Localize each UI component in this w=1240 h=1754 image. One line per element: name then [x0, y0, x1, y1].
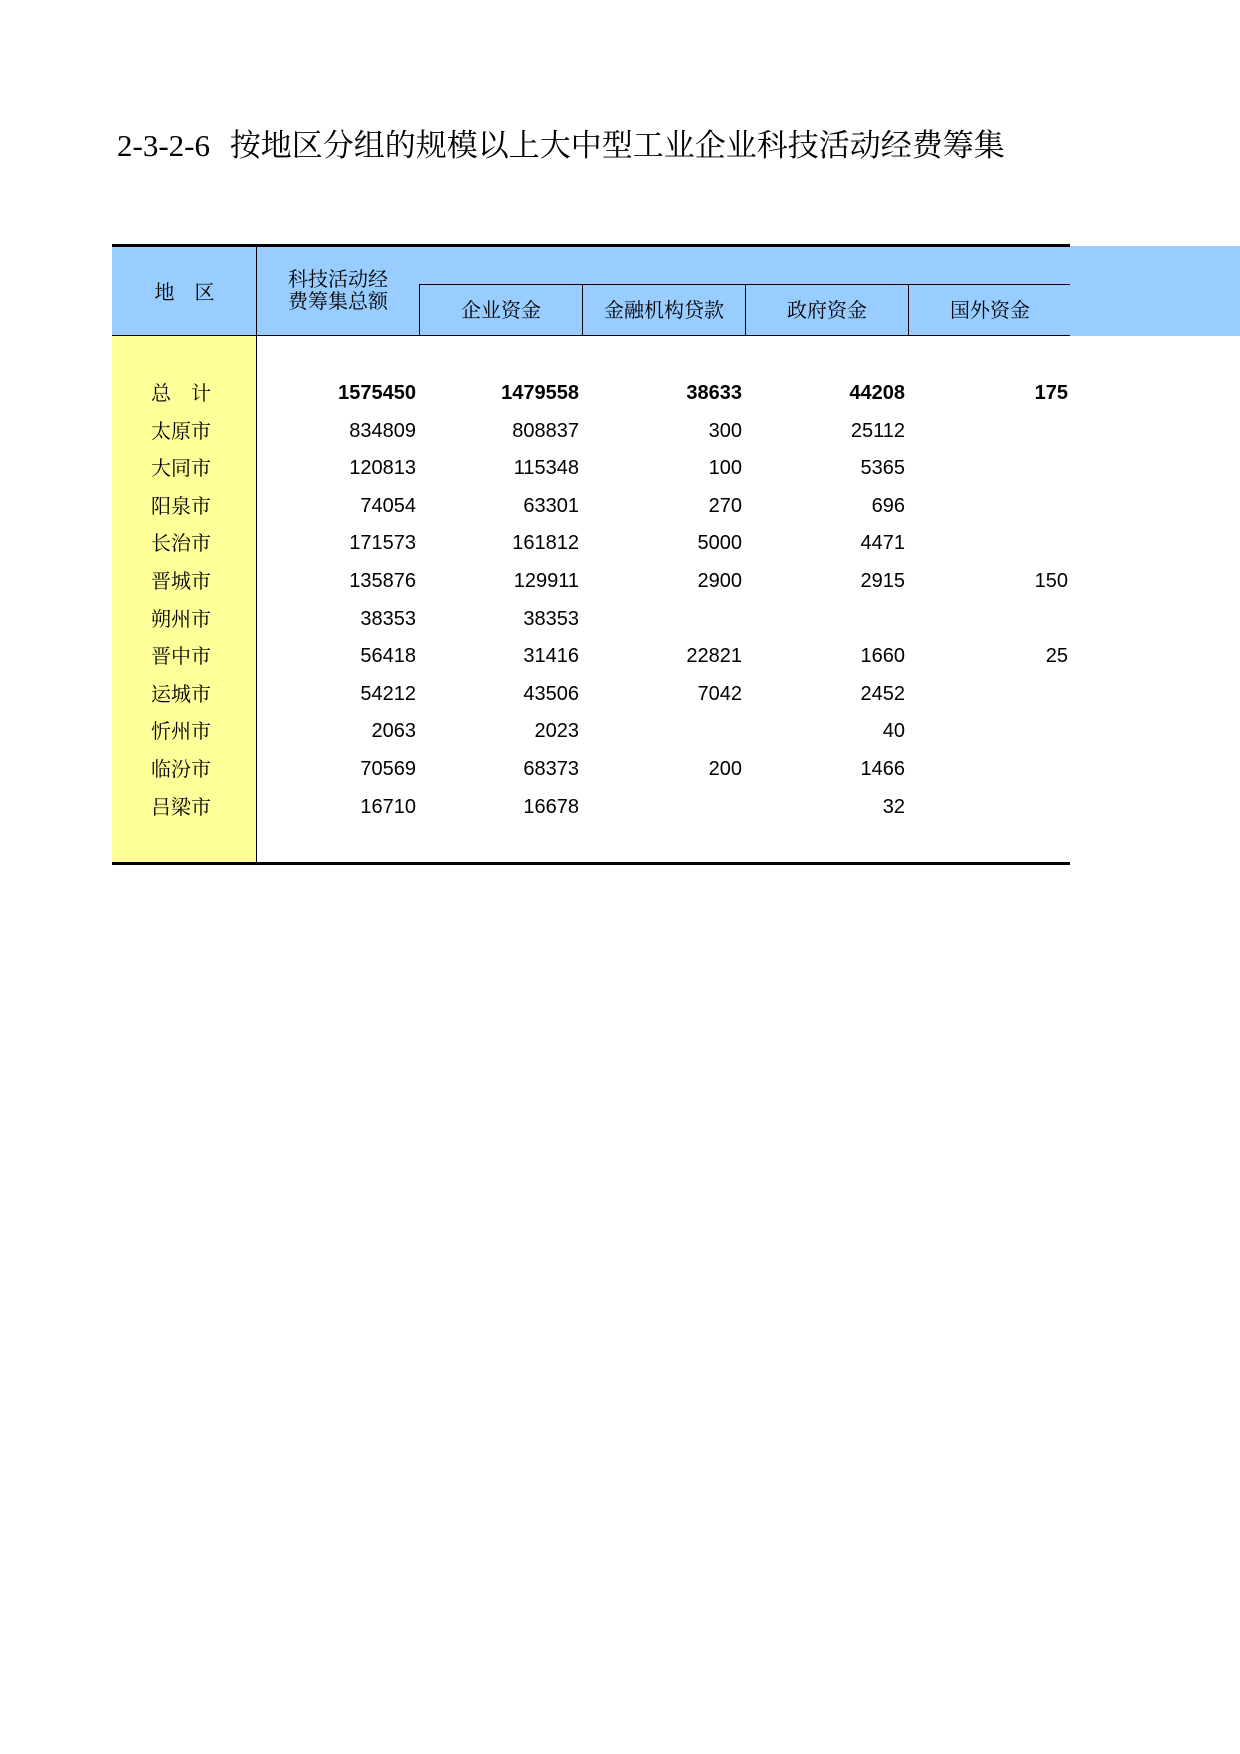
row-government-value: 40: [882, 720, 905, 742]
row-bank-value: 7042: [697, 683, 742, 705]
row-government-value: 1660: [860, 645, 905, 667]
row-region: 大同市: [151, 456, 211, 480]
row-foreign-value: 25: [1045, 645, 1068, 667]
row-bank-value: 100: [708, 457, 742, 479]
header-total-line2: 费筹集总额: [288, 289, 388, 313]
row-government-value: 4471: [860, 532, 905, 554]
row-enterprise-value: 16678: [523, 796, 579, 818]
row-bank-value: 200: [708, 758, 742, 780]
row-enterprise-value: 63301: [523, 495, 579, 517]
table-code: 2-3-2-6: [117, 128, 210, 163]
row-government-value: 25112: [850, 420, 905, 442]
header-government: 政府资金: [787, 298, 867, 322]
row-foreign-value: [918, 487, 1068, 525]
row-bank-value: [592, 712, 742, 750]
row-region: 运城市: [151, 682, 211, 706]
row-total-value: 171573: [349, 532, 416, 554]
row-bank-value: [592, 600, 742, 638]
row-government-value: [755, 600, 905, 638]
row-total-value: 38353: [360, 608, 416, 630]
row-foreign-value: [918, 788, 1068, 826]
row-enterprise-value: 31416: [523, 645, 579, 667]
row-bank-value: [592, 788, 742, 826]
row-foreign-value: [918, 600, 1068, 638]
row-bank-value: 2900: [697, 570, 742, 592]
page-title: [117, 121, 1075, 171]
region-column-divider: [256, 247, 257, 862]
header-foreign: 国外资金: [950, 298, 1030, 322]
header-enterprise: 企业资金: [461, 298, 541, 322]
row-government-value: 1466: [860, 758, 905, 780]
row-region: 朔州市: [151, 607, 211, 631]
row-total-value: 16710: [360, 796, 416, 818]
row-enterprise-value: 161812: [512, 532, 579, 554]
row-region: 总 计: [151, 381, 211, 405]
row-foreign-value: [918, 449, 1068, 487]
row-foreign-value: 175: [1034, 382, 1068, 404]
row-enterprise-value: 808837: [512, 420, 579, 442]
row-government-value: 696: [871, 495, 905, 517]
row-enterprise-value: 43506: [523, 683, 579, 705]
row-total-value: 70569: [360, 758, 416, 780]
row-foreign-value: [918, 675, 1068, 713]
row-total-value: 54212: [360, 683, 416, 705]
row-government-value: 32: [882, 796, 905, 818]
row-total-value: 1575450: [338, 382, 416, 404]
row-region: 太原市: [151, 419, 211, 443]
header-bank: 金融机构贷款: [604, 298, 724, 322]
row-total-value: 834809: [349, 420, 416, 442]
row-enterprise-value: 129911: [513, 570, 579, 592]
row-government-value: 2915: [860, 570, 905, 592]
row-foreign-value: 150: [1034, 570, 1068, 592]
row-total-value: 74054: [360, 495, 416, 517]
row-foreign-value: [918, 750, 1068, 788]
row-region: 长治市: [151, 531, 211, 555]
row-region: 阳泉市: [151, 494, 211, 518]
row-bank-value: 38633: [686, 382, 742, 404]
row-region: 临汾市: [151, 757, 211, 781]
row-bank-value: 270: [708, 495, 742, 517]
row-enterprise-value: 38353: [523, 608, 579, 630]
row-region: 晋中市: [151, 644, 211, 668]
header-total-line1: 科技活动经: [288, 267, 388, 291]
row-region: 忻州市: [151, 719, 211, 743]
row-government-value: 44208: [849, 382, 905, 404]
row-total-value: 120813: [349, 457, 416, 479]
bottom-rule: [112, 862, 1070, 865]
row-enterprise-value: 115348: [513, 457, 579, 479]
row-bank-value: 22821: [686, 645, 742, 667]
table-title-text: 按地区分组的规模以上大中型工业企业科技活动经费筹集: [229, 128, 1005, 164]
row-enterprise-value: 2023: [534, 720, 579, 742]
row-enterprise-value: 1479558: [501, 382, 579, 404]
row-region: 吕梁市: [151, 795, 211, 819]
header-total: [268, 268, 408, 312]
row-bank-value: 300: [708, 420, 742, 442]
row-foreign-value: [918, 524, 1068, 562]
row-enterprise-value: 68373: [523, 758, 579, 780]
row-government-value: 2452: [860, 683, 905, 705]
row-region: 晋城市: [151, 569, 211, 593]
row-total-value: 2063: [371, 720, 416, 742]
row-foreign-value: [918, 412, 1068, 450]
header-region: 地 区: [154, 280, 215, 304]
row-bank-value: 5000: [697, 532, 742, 554]
row-government-value: 5365: [860, 457, 905, 479]
row-foreign-value: [918, 712, 1068, 750]
row-total-value: 135876: [349, 570, 416, 592]
row-total-value: 56418: [360, 645, 416, 667]
